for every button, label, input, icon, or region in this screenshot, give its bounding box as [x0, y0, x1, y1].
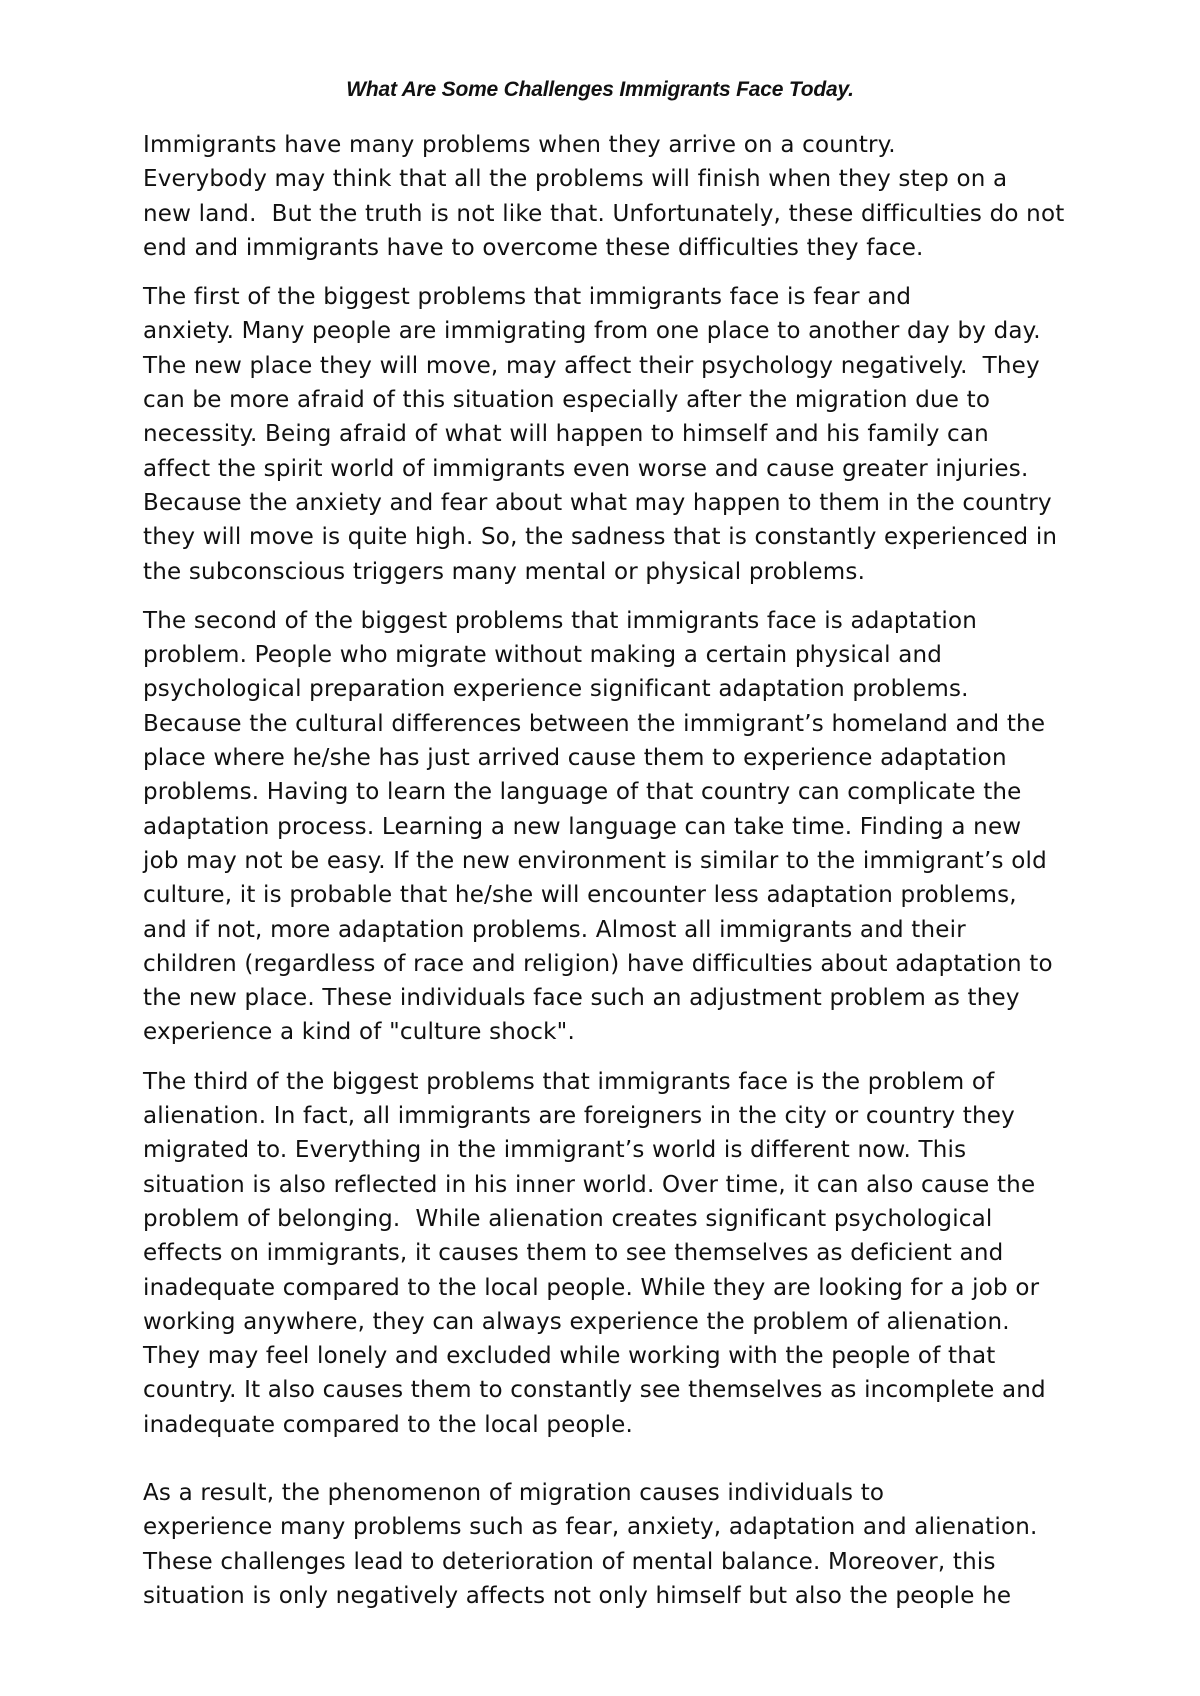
text-line: Everybody may think that all the problems will finish when they step on a — [143, 166, 1008, 193]
text-line: Because the cultural differences between the immigrant’s homeland and the — [143, 710, 1046, 737]
text-line: inadequate compared to the local people. While they are looking for a job or — [143, 1274, 1040, 1301]
text-line: children (regardless of race and religion) have difficulties about adaptation to — [143, 950, 1053, 977]
text-line: effects on immigrants, it causes them to see themselves as deficient and — [143, 1240, 1004, 1267]
text-line: As a result, the phenomenon of migration causes individuals to — [143, 1479, 885, 1506]
text-line: Because the anxiety and fear about what may happen to them in the country — [143, 489, 1052, 516]
text-line: culture, it is probable that he/she will encounter less adaptation problems, — [143, 882, 1017, 909]
text-line: experience many problems such as fear, anxiety, adaptation and alienation. — [143, 1514, 1038, 1541]
text-line: end and immigrants have to overcome these difficulties they face. — [143, 234, 924, 261]
text-line: The second of the biggest problems that immigrants face is adaptation — [143, 607, 978, 634]
paragraph-fear-anxiety — [73, 280, 1143, 589]
paragraph-intro — [73, 128, 1143, 265]
text-line: anxiety. Many people are immigrating from one place to another day by day. — [143, 318, 1041, 345]
text-line: experience a kind of "culture shock". — [143, 1019, 575, 1046]
text-line: problems. Having to learn the language of that country can complicate the — [143, 779, 1022, 806]
document-body — [73, 128, 1143, 1628]
text-line: inadequate compared to the local people. — [143, 1411, 634, 1438]
text-line: These challenges lead to deterioration of mental balance. Moreover, this — [143, 1548, 996, 1575]
paragraph-adaptation — [73, 604, 1143, 1050]
text-line: situation is also reflected in his inner world. Over time, it can also cause the — [143, 1171, 1036, 1198]
text-line: alienation. In fact, all immigrants are foreigners in the city or country they — [143, 1103, 1015, 1130]
text-line: The first of the biggest problems that immigrants face is fear and — [143, 284, 912, 311]
text-line: they will move is quite high. So, the sadness that is constantly experienced in — [143, 524, 1058, 551]
text-line: problem. People who migrate without making a certain physical and — [143, 642, 943, 669]
text-line: place where he/she has just arrived cause them to experience adaptation — [143, 745, 1007, 772]
text-line: and if not, more adaptation problems. Almost all immigrants and their — [143, 916, 966, 943]
text-line: Immigrants have many problems when they arrive on a country. — [143, 132, 896, 158]
text-line: problem of belonging. While alienation creates significant psychological — [143, 1205, 993, 1232]
text-line: the subconscious triggers many mental or physical problems. — [143, 558, 866, 585]
text-line: They may feel lonely and excluded while working with the people of that — [143, 1343, 996, 1370]
text-line: situation is only negatively affects not only himself but also the people he — [143, 1582, 1012, 1609]
text-line: migrated to. Everything in the immigrant’s world is different now. This — [143, 1137, 967, 1164]
paragraph-alienation — [73, 1065, 1143, 1442]
text-line: country. It also causes them to constantly see themselves as incomplete and — [143, 1377, 1046, 1404]
text-line: necessity. Being afraid of what will happen to himself and his family can — [143, 421, 989, 448]
document-title: What Are Some Challenges Immigrants Face Today. — [346, 78, 854, 101]
text-line: The third of the biggest problems that immigrants face is the problem of — [143, 1068, 995, 1095]
text-line: job may not be easy. If the new environment is similar to the immigrant’s old — [143, 847, 1047, 874]
paragraph-conclusion — [73, 1476, 1143, 1613]
text-line: working anywhere, they can always experience the problem of alienation. — [143, 1308, 1010, 1335]
text-line: the new place. These individuals face such an adjustment problem as they — [143, 985, 1020, 1012]
text-line: psychological preparation experience significant adaptation problems. — [143, 676, 969, 703]
text-line: can be more afraid of this situation especially after the migration due to — [143, 387, 991, 414]
text-line: new land. But the truth is not like that. Unfortunately, these difficulties do not — [143, 200, 1065, 227]
text-line: adaptation process. Learning a new language can take time. Finding a new — [143, 813, 1022, 840]
text-line: The new place they will move, may affect their psychology negatively. They — [143, 352, 1040, 379]
text-line: affect the spirit world of immigrants even worse and cause greater injuries. — [143, 455, 1029, 482]
